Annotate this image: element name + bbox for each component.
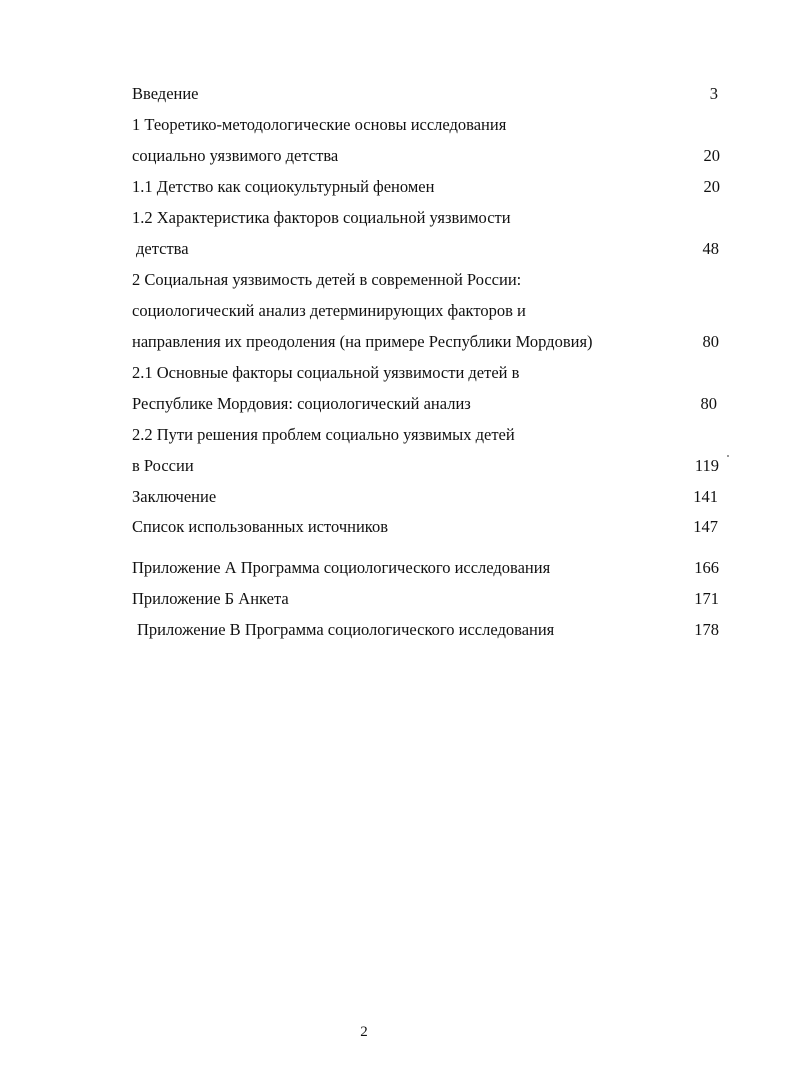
toc-entry-ch1-page: 20	[703, 146, 720, 165]
toc-entry-ch1-title-line1: 1 Теоретико-методологические основы исследования	[132, 115, 507, 134]
toc-entry-s2-1-title-line1: 2.1 Основные факторы социальной уязвимости детей в	[132, 363, 520, 382]
toc-entry-ch2-page: 80	[702, 332, 719, 351]
toc-entry-appendix-b-title: Приложение Б Анкета	[132, 589, 289, 608]
toc-entry-s1-2-title-line1: 1.2 Характеристика факторов социальной уязвимости	[132, 208, 511, 227]
toc-entry-references-page: 147	[693, 517, 718, 536]
toc-entry-ch2-title-line2: социологический анализ детерминирующих факторов и	[132, 301, 526, 320]
toc-entry-s2-2-title-line2: в России	[132, 456, 194, 475]
toc-entry-s1-2-page: 48	[702, 239, 719, 258]
toc-entry-intro-page: 3	[709, 84, 718, 103]
toc-entry-s2-2-page: 119	[694, 456, 719, 475]
toc-entry-s1-2-title-line2: детства	[136, 239, 189, 258]
toc-entry-ch1-title-line2: социально уязвимого детства	[132, 146, 339, 165]
toc-entry-ch2-title-line1: 2 Социальная уязвимость детей в современной России:	[132, 270, 522, 289]
toc-entry-appendix-c-page: 178	[694, 620, 719, 639]
toc-entry-appendix-a-page: 166	[694, 558, 719, 577]
toc-entry-intro-title: Введение	[132, 84, 199, 103]
toc-entry-s2-1-title-line2: Республике Мордовия: социологический анализ	[132, 394, 471, 413]
toc-entry-appendix-c-title: Приложение В Программа социологического исследования	[137, 620, 555, 639]
toc-entry-conclusion-title: Заключение	[132, 487, 217, 506]
page-number: 2	[360, 1024, 368, 1040]
toc-entry-s1-1-page: 20	[703, 177, 720, 196]
scan-speck	[727, 455, 729, 457]
toc-entry-appendix-a-title: Приложение А Программа социологического исследования	[132, 558, 551, 577]
toc-entry-s2-1-page: 80	[700, 394, 717, 413]
toc-entry-appendix-b-page: 171	[694, 589, 719, 608]
toc-entry-references-title: Список использованных источников	[132, 517, 388, 536]
toc-entry-ch2-title-line3: направления их преодоления (на примере Республики Мордовия)	[132, 332, 593, 351]
toc-entry-s1-1-title: 1.1 Детство как социокультурный феномен	[132, 177, 435, 196]
toc-entry-s2-2-title-line1: 2.2 Пути решения проблем социально уязвимых детей	[132, 425, 515, 444]
toc-entry-conclusion-page: 141	[693, 487, 718, 506]
